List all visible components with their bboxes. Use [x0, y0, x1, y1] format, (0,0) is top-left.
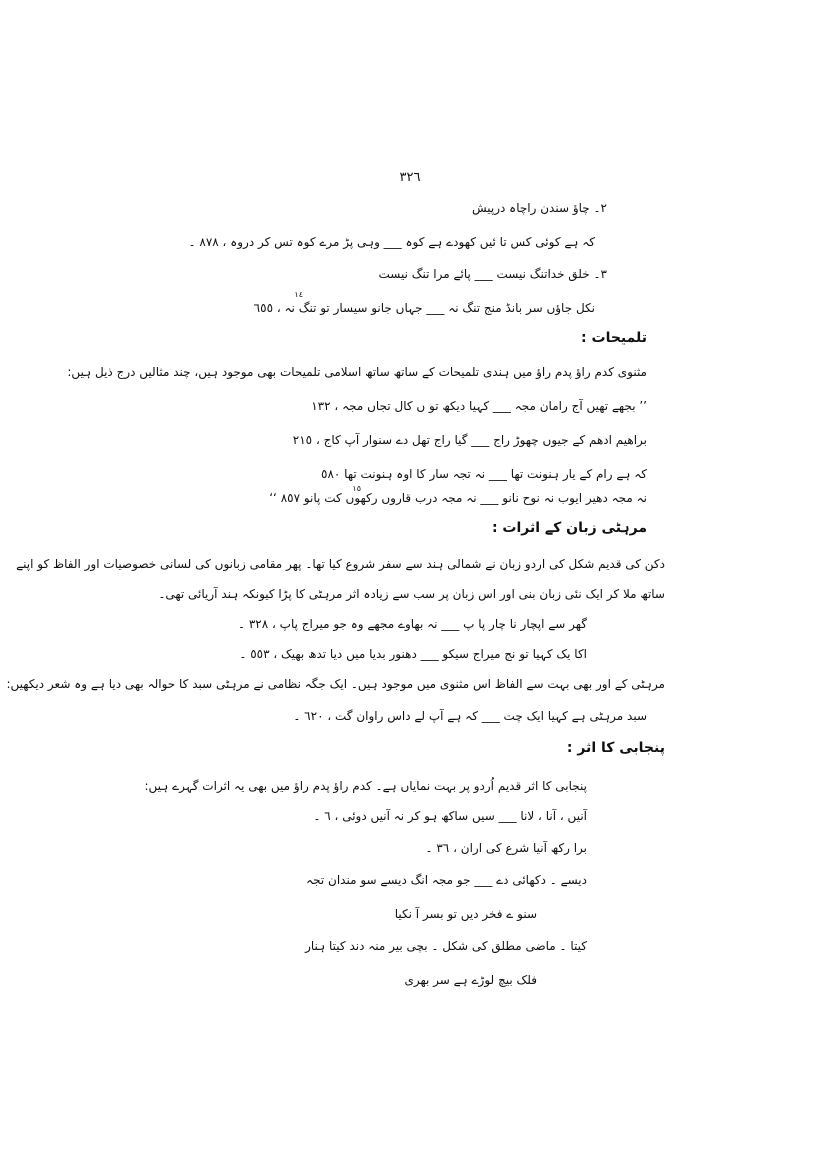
verse-line: سنو ے فخر دیں تو بسر آ نکیا — [394, 907, 537, 921]
paragraph-line: دکن کی قدیم شکل کی اردو زبان نے شمالی ہند سے سفر شروع کیا تھا۔ پھر مقامی زبانوں کی لسانی خصوصیات اور الفاظ کو اپنے — [16, 557, 665, 571]
item-3-verse: نکل جاؤں سر بانڈ منج تنگ نہ ___ جہاں جانو سیسار تو تنگ نہ ، ٦٥٥ — [253, 301, 595, 315]
verse-line: کہ ہے رام کے یار ہنونت تھا ___ نہ تجہ سار کا اوہ ہنونت تھا ٥٨٠ — [321, 467, 647, 481]
section-heading: مرہٹی زبان کے اثرات : — [491, 520, 647, 536]
verse-line: برا رکھ آنیا شرع کی اران ، ٣٦ ۔ — [425, 841, 587, 855]
verse-line: براھیم ادھم کے جیوں چھوڑ راج ___ گیا راج تھل دے سنوار آپ کاج ، ٢١٥ — [292, 433, 647, 447]
verse-line: ’’ بجھے تھیں آج رامان مجہ ___ کہیا دیکھ تو ں کال تجاں مجہ ، ١٣٢ — [311, 399, 647, 413]
item-2-title: ٢۔ چاؤ سندن راچاہ درپیش — [471, 201, 607, 215]
verse-line: دیسے ۔ دکھائی دے ___ جو مجہ انگ دیسے سو مندان تجہ — [306, 873, 587, 887]
section-heading: پنجابی کا اثر : — [566, 740, 665, 756]
section-heading: تلمیحات : — [581, 330, 647, 346]
verse-line: اکا یک کہیا تو نج میراج سیکو ___ دھنور بدیا میں دیا تدھ بھیک ، ٥٥٣ ۔ — [239, 647, 587, 661]
verse-line: فلک بیچ لوڑے ہے سر بھری — [404, 973, 537, 987]
verse-line: آنیں ، آنا ، لانا ___ سیں ساکھ ہو کر نہ آنیں دوئی ، ٦ ۔ — [313, 809, 587, 823]
verse-line: نہ مجہ دھیر ایوب نہ نوح نانو ___ نہ مجہ درب قاروں رکھوں کت پانو ٨٥٧ ‘‘ — [269, 491, 647, 505]
footnote-marker: ١٥ — [352, 484, 361, 493]
page-number: ٣٢٦ — [399, 170, 421, 185]
item-2-verse: کہ ہے کوئی کس تا ئیں کھودے ہے کوہ ___ وہی پڑ مرے کوہ تس کر دروہ ، ٨٧٨ ۔ — [188, 235, 595, 249]
paragraph-line: مثنوی کدم راؤ پدم راؤ میں ہندی تلمیحات کے ساتھ ساتھ اسلامی تلمیحات بھی موجود ہیں، چند مثالیں درج ذیل ہیں: — [67, 365, 647, 379]
item-3-title: ٣۔ خلق خداتنگ نیست ___ پائے مرا تنگ نیست — [378, 267, 607, 281]
verse-line: سبد مرہٹی ہے کہیا ایک چت ___ کہ ہے آپ لے داس راوان گت ، ٦٢٠ ۔ — [293, 709, 647, 723]
verse-line: گھر سے اپچار نا چار پا پ ___ نہ بھاوے مجھے وہ جو میراج پاپ ، ٣٢٨ ۔ — [237, 617, 587, 631]
paragraph-line: مرہٹی کے اور بھی بہت سے الفاظ اس مثنوی میں موجود ہیں۔ ایک جگہ نظامی نے مرہٹی سبد کا حوالہ بھی دیا ہے وہ شعر دیکھیں: — [6, 677, 665, 691]
paragraph-line: پنجابی کا اثر قدیم اُردو پر بہت نمایاں ہے۔ کدم راؤ پدم راؤ میں بھی یہ اثرات گہرے ہیں: — [144, 779, 587, 793]
verse-line: کیتا ۔ ماضی مطلق کی شکل ۔ بچی بیر منہ دند کیتا ہنار — [305, 939, 587, 953]
footnote-marker: ١٤ — [294, 290, 303, 299]
paragraph-line: ساتھ ملا کر ایک نئی زبان بنی اور اس زبان پر سب سے زیادہ اثر مرہٹی کا پڑا کیونکہ ہند آریائی تھی۔ — [158, 587, 665, 601]
